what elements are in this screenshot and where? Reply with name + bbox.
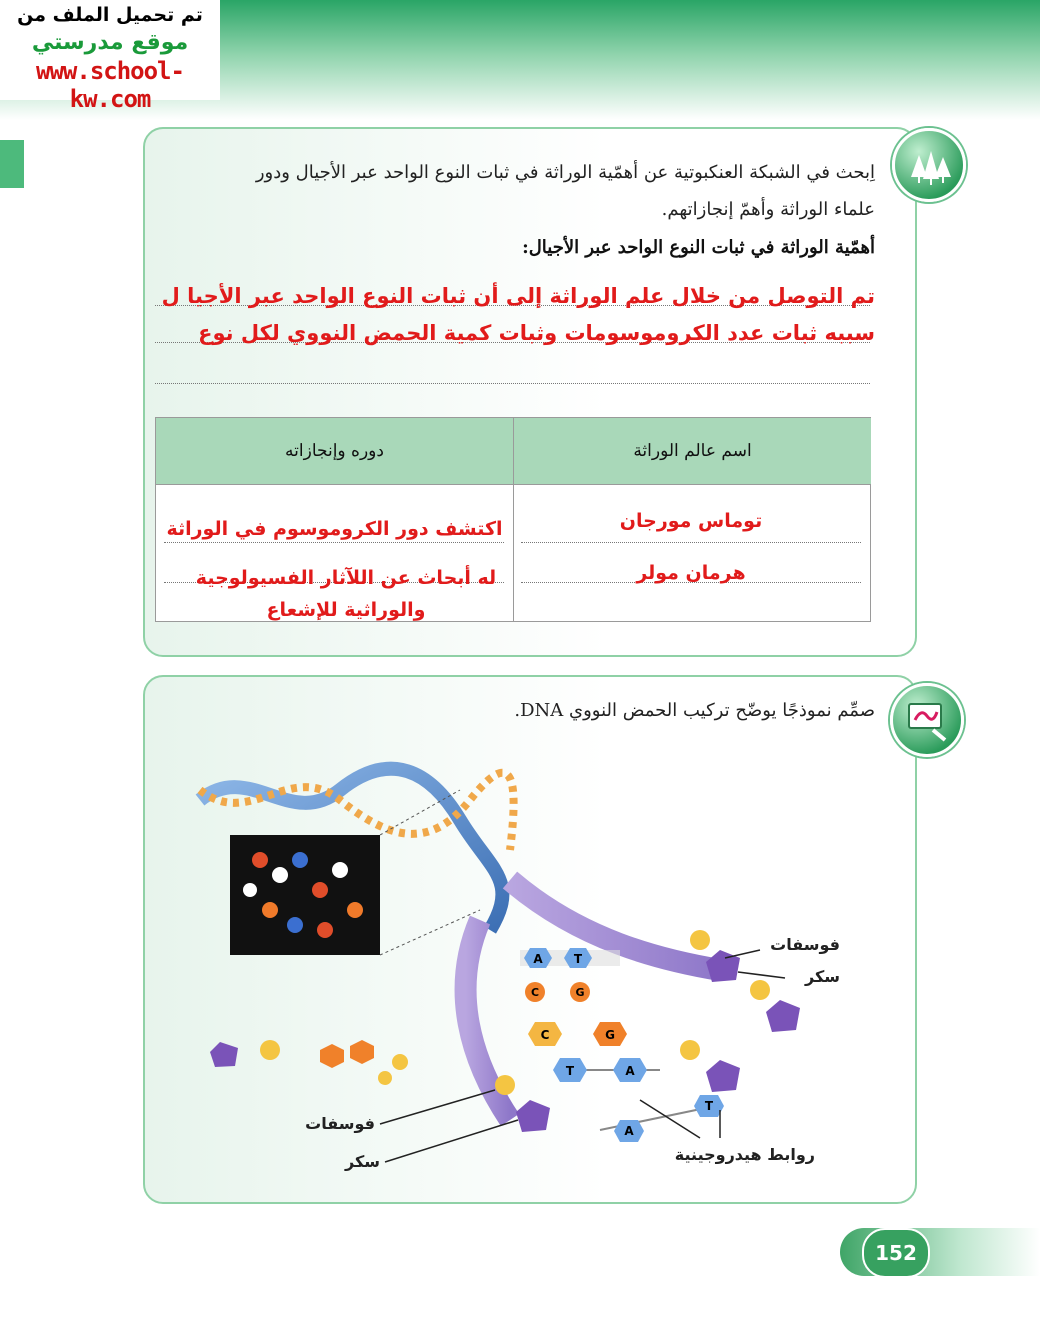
free-nucleotide-fragment	[320, 1040, 392, 1085]
watermark-site-name: موقع مدرستي	[31, 30, 189, 55]
base-label-C: C	[530, 986, 540, 999]
dna-structure-diagram	[160, 760, 900, 1190]
table-divider	[513, 484, 514, 621]
label-sugar-left: سكر	[345, 1152, 380, 1171]
base-label-G: G	[575, 986, 585, 999]
watermark-line-1: تم تحميل الملف من	[17, 4, 203, 26]
table-header-scientist: اسم عالم الوراثة	[513, 418, 871, 485]
base-label-A: A	[533, 952, 543, 966]
watermark-url[interactable]: www.school-kw.com	[36, 57, 184, 113]
base-label-T3: T	[704, 1099, 714, 1113]
answer-line-1: تم التوصل من خلال علم الوراثة إلى أن ثبات النوع الواحد عبر الأجيا ل	[161, 284, 875, 308]
model-design-icon	[890, 683, 964, 757]
base-label-C2: C	[540, 1028, 550, 1042]
dotted-answer-line-3	[155, 383, 870, 384]
base-pair-AT	[520, 948, 620, 968]
table-header-achievements: دوره وإنجازاته	[156, 418, 513, 485]
table-row-2-achievement: له أبحاث عن اللآثار الفسيولوجية والوراثية للإشعاع	[195, 567, 497, 621]
scientists-table	[155, 417, 871, 622]
activity1-subheading: أهمّية الوراثة في ثبات النوع الواحد عبر الأجيال:	[522, 237, 875, 258]
base-label-T2: T	[565, 1064, 575, 1078]
label-phosphates-right: فوسفات	[770, 935, 840, 954]
left-edge-tab	[0, 140, 24, 188]
label-hydrogen-bonds: روابط هيدروجينية	[674, 1145, 815, 1164]
base-label-G2: G	[605, 1028, 615, 1042]
activity1-instruction-line2: علماء الوراثة وأهمّ إنجازاتهم.	[661, 199, 875, 220]
table-row-2-scientist: هرمان مولر	[636, 562, 746, 584]
download-watermark[interactable]	[0, 0, 220, 113]
table-dots-left-1	[164, 542, 504, 543]
label-sugar-right: سكر	[805, 967, 840, 986]
activity1-instruction-line1: اِبحث في الشبكة العنكبوتية عن أهمّية الوراثة في ثبات النوع الواحد عبر الأجيال ودور	[255, 162, 875, 183]
base-pair-CG	[525, 982, 590, 1002]
table-row-1-achievement: اكتشف دور الكروموسوم في الوراثة	[166, 518, 503, 540]
base-label-A2: A	[625, 1064, 635, 1078]
base-pair-CG-2	[528, 1022, 627, 1046]
label-phosphates-left: فوسفات	[305, 1114, 375, 1133]
trees-icon	[892, 128, 966, 202]
base-pair-TA-2	[600, 1095, 724, 1142]
table-row-1-scientist: توماس مورجان	[619, 510, 763, 532]
activity2-instruction: صمِّم نموذجًا يوضّح تركيب الحمض النووي DNA.	[514, 700, 875, 721]
table-dots-right-1	[521, 542, 861, 543]
answer-line-2: سببه ثبات عدد الكروموسومات وثبات كمية الحمض النووي لكل نوع	[198, 321, 875, 345]
base-label-T: T	[573, 952, 583, 966]
page-number: 152	[862, 1228, 930, 1278]
base-label-A3: A	[624, 1124, 634, 1138]
base-pair-TA	[553, 1058, 660, 1082]
